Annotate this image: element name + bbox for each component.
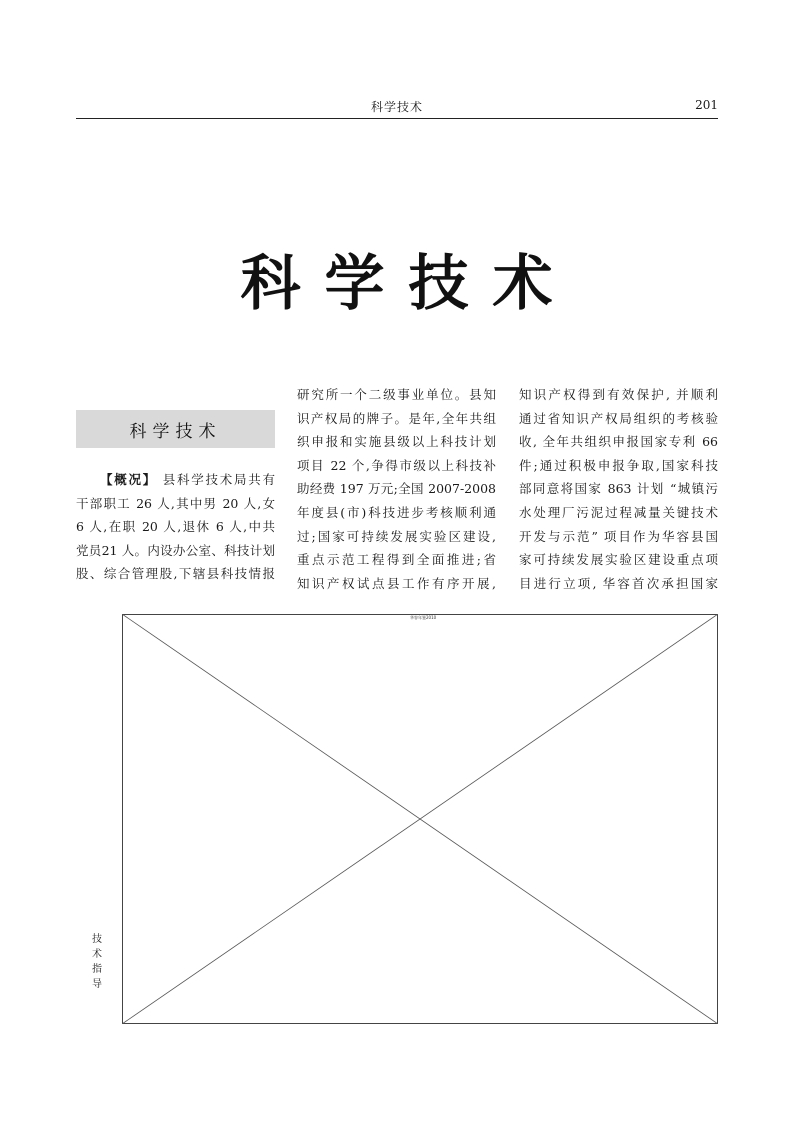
figure-mini-caption: 华容年鉴2010 [410,615,437,620]
image-placeholder [122,614,718,1024]
page-number: 201 [695,98,718,112]
text-line: 识产权局的牌子。是年,全年共组 [297,410,496,426]
text-line: 助经费 197 万元;全国 2007-2008 [297,481,496,497]
placeholder-frame [122,614,718,1024]
side-label-char: 导 [92,979,102,990]
text-line: 收, 全年共组织申报国家专利 66 [519,434,718,450]
text-line: 织申报和实施县级以上科技计划 [297,434,496,450]
chapter-title: 科学技术 [240,249,577,319]
text-line: 6 人,在职 20 人,退休 6 人,中共 [76,519,275,535]
text-line: 年度县(市)科技进步考核顺利通 [297,504,496,520]
text-line: 知识产权得到有效保护, 并顺利 [519,387,718,402]
running-title: 科学技术 [370,100,423,114]
side-label [90,932,104,992]
text-line: 股、综合管理股,下辖县科技情报 [76,566,275,582]
text-line: 部同意将国家 863 计划 “城镇污 [519,481,718,497]
text-line: 水处理厂污泥过程减量关键技术 [519,504,718,520]
side-label-char: 技 [92,934,102,945]
text-line: 目进行立项, 华容首次承担国家 [519,575,718,591]
running-header [76,96,718,119]
text-line: 过;国家可持续发展实验区建设, [297,528,496,544]
side-label-char: 术 [92,949,102,960]
text-line: 家可持续发展实验区建设重点项 [519,552,718,568]
text-line: 干部职工 26 人,其中男 20 人,女 [76,495,275,511]
text-line: 开发与示范” 项目作为华容县国 [519,528,718,544]
section-heading: 科学技术 [129,421,222,442]
text-column-2 [297,383,496,595]
text-column-3 [519,383,718,595]
text-line-fragment: 县科学技术局共有 [162,472,275,487]
text-column-1 [76,468,275,586]
text-line: 项目 22 个,争得市级以上科技补 [297,457,496,473]
text-line: 研究所一个二级事业单位。县知 [297,387,496,402]
text-line [76,468,275,492]
text-line: 知识产权试点县工作有序开展, [297,575,496,591]
text-line: 通过省知识产权局组织的考核验 [519,410,718,426]
text-line: 重点示范工程得到全面推进;省 [297,552,496,568]
lead-label: 【概况】 [100,472,157,487]
text-line: 党员21 人。内设办公室、科技计划 [76,542,275,558]
side-label-char: 指 [92,964,102,975]
text-line: 件;通过积极申报争取,国家科技 [519,457,718,473]
section-heading-box [76,410,275,448]
